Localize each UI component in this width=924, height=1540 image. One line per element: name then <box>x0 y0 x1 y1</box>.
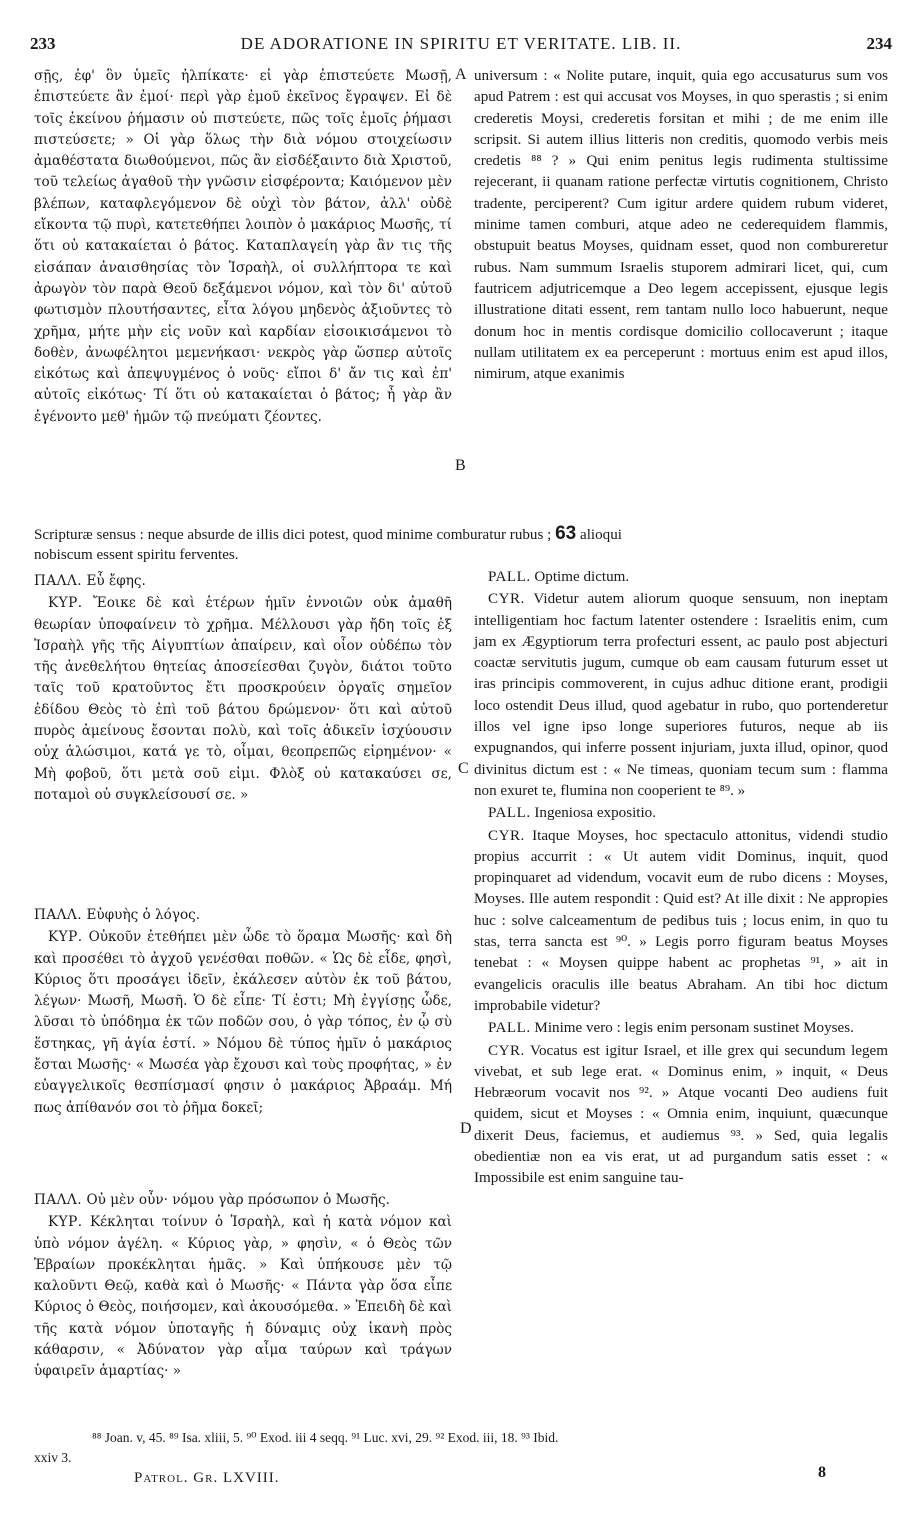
greek-column-low <box>34 905 452 1120</box>
latin-column-dialogue <box>474 567 888 1191</box>
dialogue-line <box>474 567 888 588</box>
speaker-label: ΠΑΛΛ. <box>34 573 83 589</box>
page-number-left: 233 <box>30 34 56 53</box>
dialogue-text: Κέκληται τοίνυν ὁ Ἰσραὴλ, καὶ ἡ κατὰ νόμον καὶ ὑπὸ νόμον ἀγέλη. « Κύριος γὰρ, » φησὶν, « ὁ Θεὸς τῶν Ἑβραίων προκέκληται ἡμᾶς. » Καὶ ὑπήκουσε μὲν τῷ καλοῦντι Θεῷ, καθὰ καὶ ὁ Μωσῆς· « Πάντα γὰρ ὅσα εἶπε Κύριος ὁ Θεὸς, ποιήσομεν, καὶ ἀκουσόμεθα. » Ἐπειδὴ δὲ καὶ τῆς κατὰ νόμον ὑποταγῆς ἡ δύναμις οὐχ ἱκανὴ πρὸς κάθαρσιν, « Ἀδύνατον γὰρ αἷμα ταύρων καὶ τράγων ὑφαιρεῖν ἁμαρτίας· » <box>34 1214 452 1380</box>
dialogue-text: Videtur autem aliorum quoque sensuum, non ineptam intelligentiam hoc factum latenter ostendere : Israelitis enim, cum jam ex Ægyptiorum terra profecturi essent, ac paulo post abjecturi coactæ servitutis jugum, cumque ob eam causam futurum esset ut iras principis commoverent, in cujus adhuc ditione erant, prodigii loco ostendit Deus illud, quod agebatur in rubo, quo portenderetur illos vel igne ipso longe superiores futuros, neque ab iis expugnandos, qui inferre possent injuriam, juxta illud, opinor, quod divinitus dictum est : « Ne timeas, quoniam tecum sum : flamma non exuret te, flumina non cooperient te ⁸⁹. » <box>474 591 888 799</box>
margin-letter-a: A <box>455 66 467 83</box>
speaker-label: CYR. <box>488 1042 525 1059</box>
speaker-label: ΚΥΡ. <box>48 595 83 612</box>
running-title: DE ADORATIONE IN SPIRITU ET VERITATE. LIB. II. <box>240 34 682 53</box>
dialogue-line <box>474 803 888 824</box>
dialogue-text: Minime vero : legis enim personam sustinet Moyses. <box>534 1020 854 1037</box>
margin-letter-c: C <box>458 760 469 777</box>
dialogue-text: Ingeniosa expositio. <box>534 805 656 822</box>
speaker-label: PALL. <box>488 569 531 585</box>
bridging-text: Scripturæ sensus : neque absurde de illis dici potest, quod minime comburatur rubus ; <box>34 527 552 543</box>
dialogue-text: Εὖ ἔφης. <box>86 573 146 589</box>
greek-column-bottom <box>34 1190 452 1384</box>
dialogue-line <box>474 589 888 802</box>
dialogue-line <box>34 1212 452 1382</box>
dialogue-line <box>34 593 452 806</box>
bridging-line <box>34 523 888 546</box>
dialogue-text: Εὐφυὴς ὁ λόγος. <box>86 907 201 923</box>
footer-source: Patrol. Gr. LXVIII. <box>134 1470 280 1486</box>
dialogue-text: Ἔοικε δὲ καὶ ἑτέρων ἡμῖν ἐννοιῶν οὐκ ἀμαθῆ θεωρίαν ὑποφαίνειν τὸ χρῆμα. Μέλλουσι γὰρ ἤδη τοῖς ἐξ Ἰσραὴλ γῆς τῆς Αἰγυπτίων ἀπαίρειν, καὶ οἷον οὐδέπω τὸν τῆς ἀνεθελήτου θητείας ἀποσείεσθαι ζυγὸν, διάτοι τοῦτο ταῖς τοῦ κρατοῦντος ἔτι προσκρούειν ὀργαῖς σημεῖον ἐδίδου Θεὸς τὸ ἐπὶ τοῦ βάτου δρώμενον· ὅτι καὶ αὐτοῦ πυρὸς ἀμείνους ἔσονται πολὺ, καὶ τοῖς ἀδικεῖν ἰσχύουσιν οὐχ ἁλώσιμοι, κατά γε τὸ, οἶμαι, θεοπρεπῶς εἰρημένον· « Μὴ φοβοῦ, ὅτι μετὰ σοῦ εἰμι. Φλὸξ οὐ κατακαύσει σε, ποταμοὶ οὐ συγκλείσουσί σε. » <box>34 595 452 803</box>
speaker-label: CYR. <box>488 827 525 844</box>
dialogue-line <box>474 1041 888 1190</box>
speaker-label: PALL. <box>488 805 531 822</box>
dialogue-line <box>34 905 452 926</box>
margin-letter-d: D <box>460 1120 472 1137</box>
speaker-label: ΚΥΡ. <box>48 1214 83 1231</box>
dialogue-line <box>474 1018 888 1039</box>
dialogue-line <box>34 1190 452 1211</box>
latin-paragraph: universum : « Nolite putare, inquit, quia ego accusaturus sum vos apud Patrem : est qui accusat vos Moyses, in quo sperastis ; si enim crederetis Moysi, crederetis forsitan et mihi ; de me enim ille scripsit. Si autem illius litteris non creditis, quomodo verbis meis credetis ⁸⁸ ? » Qui enim penitus legis rudimenta stultissime rejecerant, ii quanam ratione perfectæ virtutis cognitionem, Christo tradente, perciperent? Cum igitur ardere quidem rubum videret, minime tamen comburi, atque adeo ne cederequidem flammis, obstupuit beatus Moyses, quidnam esset, quod non combureretur rubus. Nam summum Israelis stuporem admirari licet, qui, cum fautricem adjutricemque a Deo legem accepissent, ejusque legis illustratione ditati essent, rem tantam nullo loco habuerunt, neque donum hoc in mentis cordisque domicilio collocaverunt ; itaque nullam utilitatem ex ea perceperunt : mortuus enim est apud illos, nimirum, atque exanimis <box>474 68 888 383</box>
dialogue-text: Optime dictum. <box>534 569 630 585</box>
bridging-line-2: nobiscum essent spiritu ferventes. <box>34 547 239 563</box>
running-header <box>30 34 892 60</box>
greek-column-top <box>34 66 452 429</box>
speaker-label: PALL. <box>488 1020 531 1037</box>
column-marker: 63 <box>555 523 577 544</box>
signature-mark: 8 <box>818 1464 826 1481</box>
page-number-right: 234 <box>866 34 892 53</box>
footnote-line-1: ⁸⁸ Joan. v, 45. ⁸⁹ Isa. xliii, 5. ⁹⁰ Exod. iii 4 seqq. ⁹¹ Luc. xvi, 29. ⁹² Exod. iii, 18. ⁹³ Ibid. <box>92 1430 559 1445</box>
greek-column-mid <box>34 571 452 807</box>
dialogue-text: Vocatus est igitur Israel, et ille grex qui secundum legem vivebat, et sub lege erat. « Dominus enim, » inquit, « Deus Hebræorum vocavit nos ⁹². » Atque vocanti Deo audiens fuit quidem, sicut et Moyses : « Omnia enim, inquiunt, quæcunque dixerit Deus, faciemus, et audiemus ⁹³. » Sed, quia legalis obedientiæ non ea vis erat, ut ad purgandum satis esset : « Impossibile est enim sanguine tau- <box>474 1042 888 1187</box>
dialogue-line <box>34 927 452 1119</box>
dialogue-text: Itaque Moyses, hoc spectaculo attonitus, videndi studio propius accurrit : « Ut autem vidit Dominus, inquit, quod propinquaret ad videndum, vocavit eum de rubo dicens : Moyses, Moyses. Ille autem respondit : Quid est? At ille dixit : Ne appropies huc : solve calceamentum de pedibus tuis ; locus enim, in quo tu stas, terra sancta est ⁹⁰. » Legis porro figuram beatus Moyses tenebat : « Moysen quippe habent ac prophetas ⁹¹, » ait in evangelicis oraculis ille beatus Abraham. An tibi hoc dictum improbabile videtur? <box>474 827 888 1014</box>
dialogue-text: Οὐ μὲν οὖν· νόμου γὰρ πρόσωπον ὁ Μωσῆς. <box>86 1192 390 1208</box>
speaker-label: ΠΑΛΛ. <box>34 907 83 923</box>
margin-letter-b: B <box>455 457 466 474</box>
dialogue-line <box>34 571 452 592</box>
speaker-label: ΚΥΡ. <box>48 929 83 946</box>
footnote-line-2: xxiv 3. <box>34 1450 72 1465</box>
dialogue-text: Οὐκοῦν ἐτεθήπει μὲν ὧδε τὸ ὅραμα Μωσῆς· καὶ δὴ καὶ προσέθει τὸ ἀγχοῦ γενέσθαι ποθῶν. « Ὡς δὲ εἶδε, φησὶ, Κύριος ὅτι προσάγει ἰδεῖν, ἐκάλεσεν αὐτὸν ἐκ τοῦ βάτου, λέγων· Μωσῆ, Μωσῆ. Ὁ δὲ εἶπε· Τί ἐστι; Μὴ ἐγγίσῃς ὧδε, λῦσαι τὸ ὑπόδημα ἐκ τῶν ποδῶν σου, ὁ γὰρ τόπος, ἐν ᾧ σὺ ἕστηκας, γῆ ἁγία ἐστί. » Νόμου δὲ τύπος ἡμῖν ὁ μακάριος ἔσται Μωσῆς· « Μωσέα γὰρ ἔχουσι καὶ τοὺς προφήτας, » ἐν εὐαγγελικοῖς θεσπίσμασί φησιν ὁ μακάριος Ἀβραάμ. Μή πως ἀπίθανόν σοι τὸ ῥῆμα δοκεῖ; <box>34 929 452 1116</box>
greek-paragraph: σῇς, ἐφ' ὃν ὑμεῖς ἠλπίκατε· εἰ γὰρ ἐπιστεύετε Μωσῇ, ἐπιστεύετε ἂν ἐμοί· περὶ γὰρ ἐμοῦ ἐκεῖνος ἔγραψεν. Εἰ δὲ τοῖς ἐκείνου ῥήμασιν οὐ πιστεύετε, πῶς τοῖς ἐμοῖς ῥήμασι πιστεύσετε; » Οἱ γὰρ ὅλως τὴν διὰ νόμου στοιχείωσιν ἀμαθέστατα διωθούμενοι, πῶς ἂν εἰσδέξαιντο διὰ Χριστοῦ, τοῦ τελείως ἀγαθοῦ τὴν γνῶσιν εἰσφέροντα; Καιόμενον μὲν βλέπων, καταφλεγόμενον δὲ οὐχὶ τὸν βάτον, ἀλλ' οὐδὲ εἴκοντα τῷ πυρὶ, κατετεθήπει λοιπὸν ὁ μακάριος Μωσῆς, τί ὅτι οὐ κατακαίεται ὁ βάτος. Καταπλαγείη γὰρ ἂν τις τῆς εἰσάπαν ἀναισθησίας τὸν Ἰσραὴλ, οἱ συλλήπτορα τε καὶ ἀρωγὸν τὸν παρὰ Θεοῦ δεξάμενοι νόμον, καὶ τὸν δι' αὐτοῦ φωτισμὸν πλουτήσαντες, εἶτα λόγου μηδενὸς ἀξιοῦντες τὸ χρῆμα, μήτε μὴν εἰς νοῦν καὶ καρδίαν εἰσοικισάμενοι τὸ δοθὲν, ἀνωφέλητοι μεμενήκασι· νεκρὸς γὰρ ὥσπερ αὐτοῖς εἰκότως καὶ ἀπεψυγμένος ὁ νοῦς· εἴποι δ' ἄν τις καὶ ἐπ' αὐτοῖς εἰκότως· Τί ὅτι οὐ κατακαίεται ὁ βάτος; ἦ γὰρ ἂν ἐγένοντο μεθ' ἡμῶν τῷ πνεύματι ζέοντες. <box>34 68 452 425</box>
latin-column-top <box>474 66 888 386</box>
bridging-after: alioqui <box>580 527 622 543</box>
dialogue-line <box>474 826 888 1018</box>
speaker-label: ΠΑΛΛ. <box>34 1192 83 1208</box>
speaker-label: CYR. <box>488 591 525 608</box>
